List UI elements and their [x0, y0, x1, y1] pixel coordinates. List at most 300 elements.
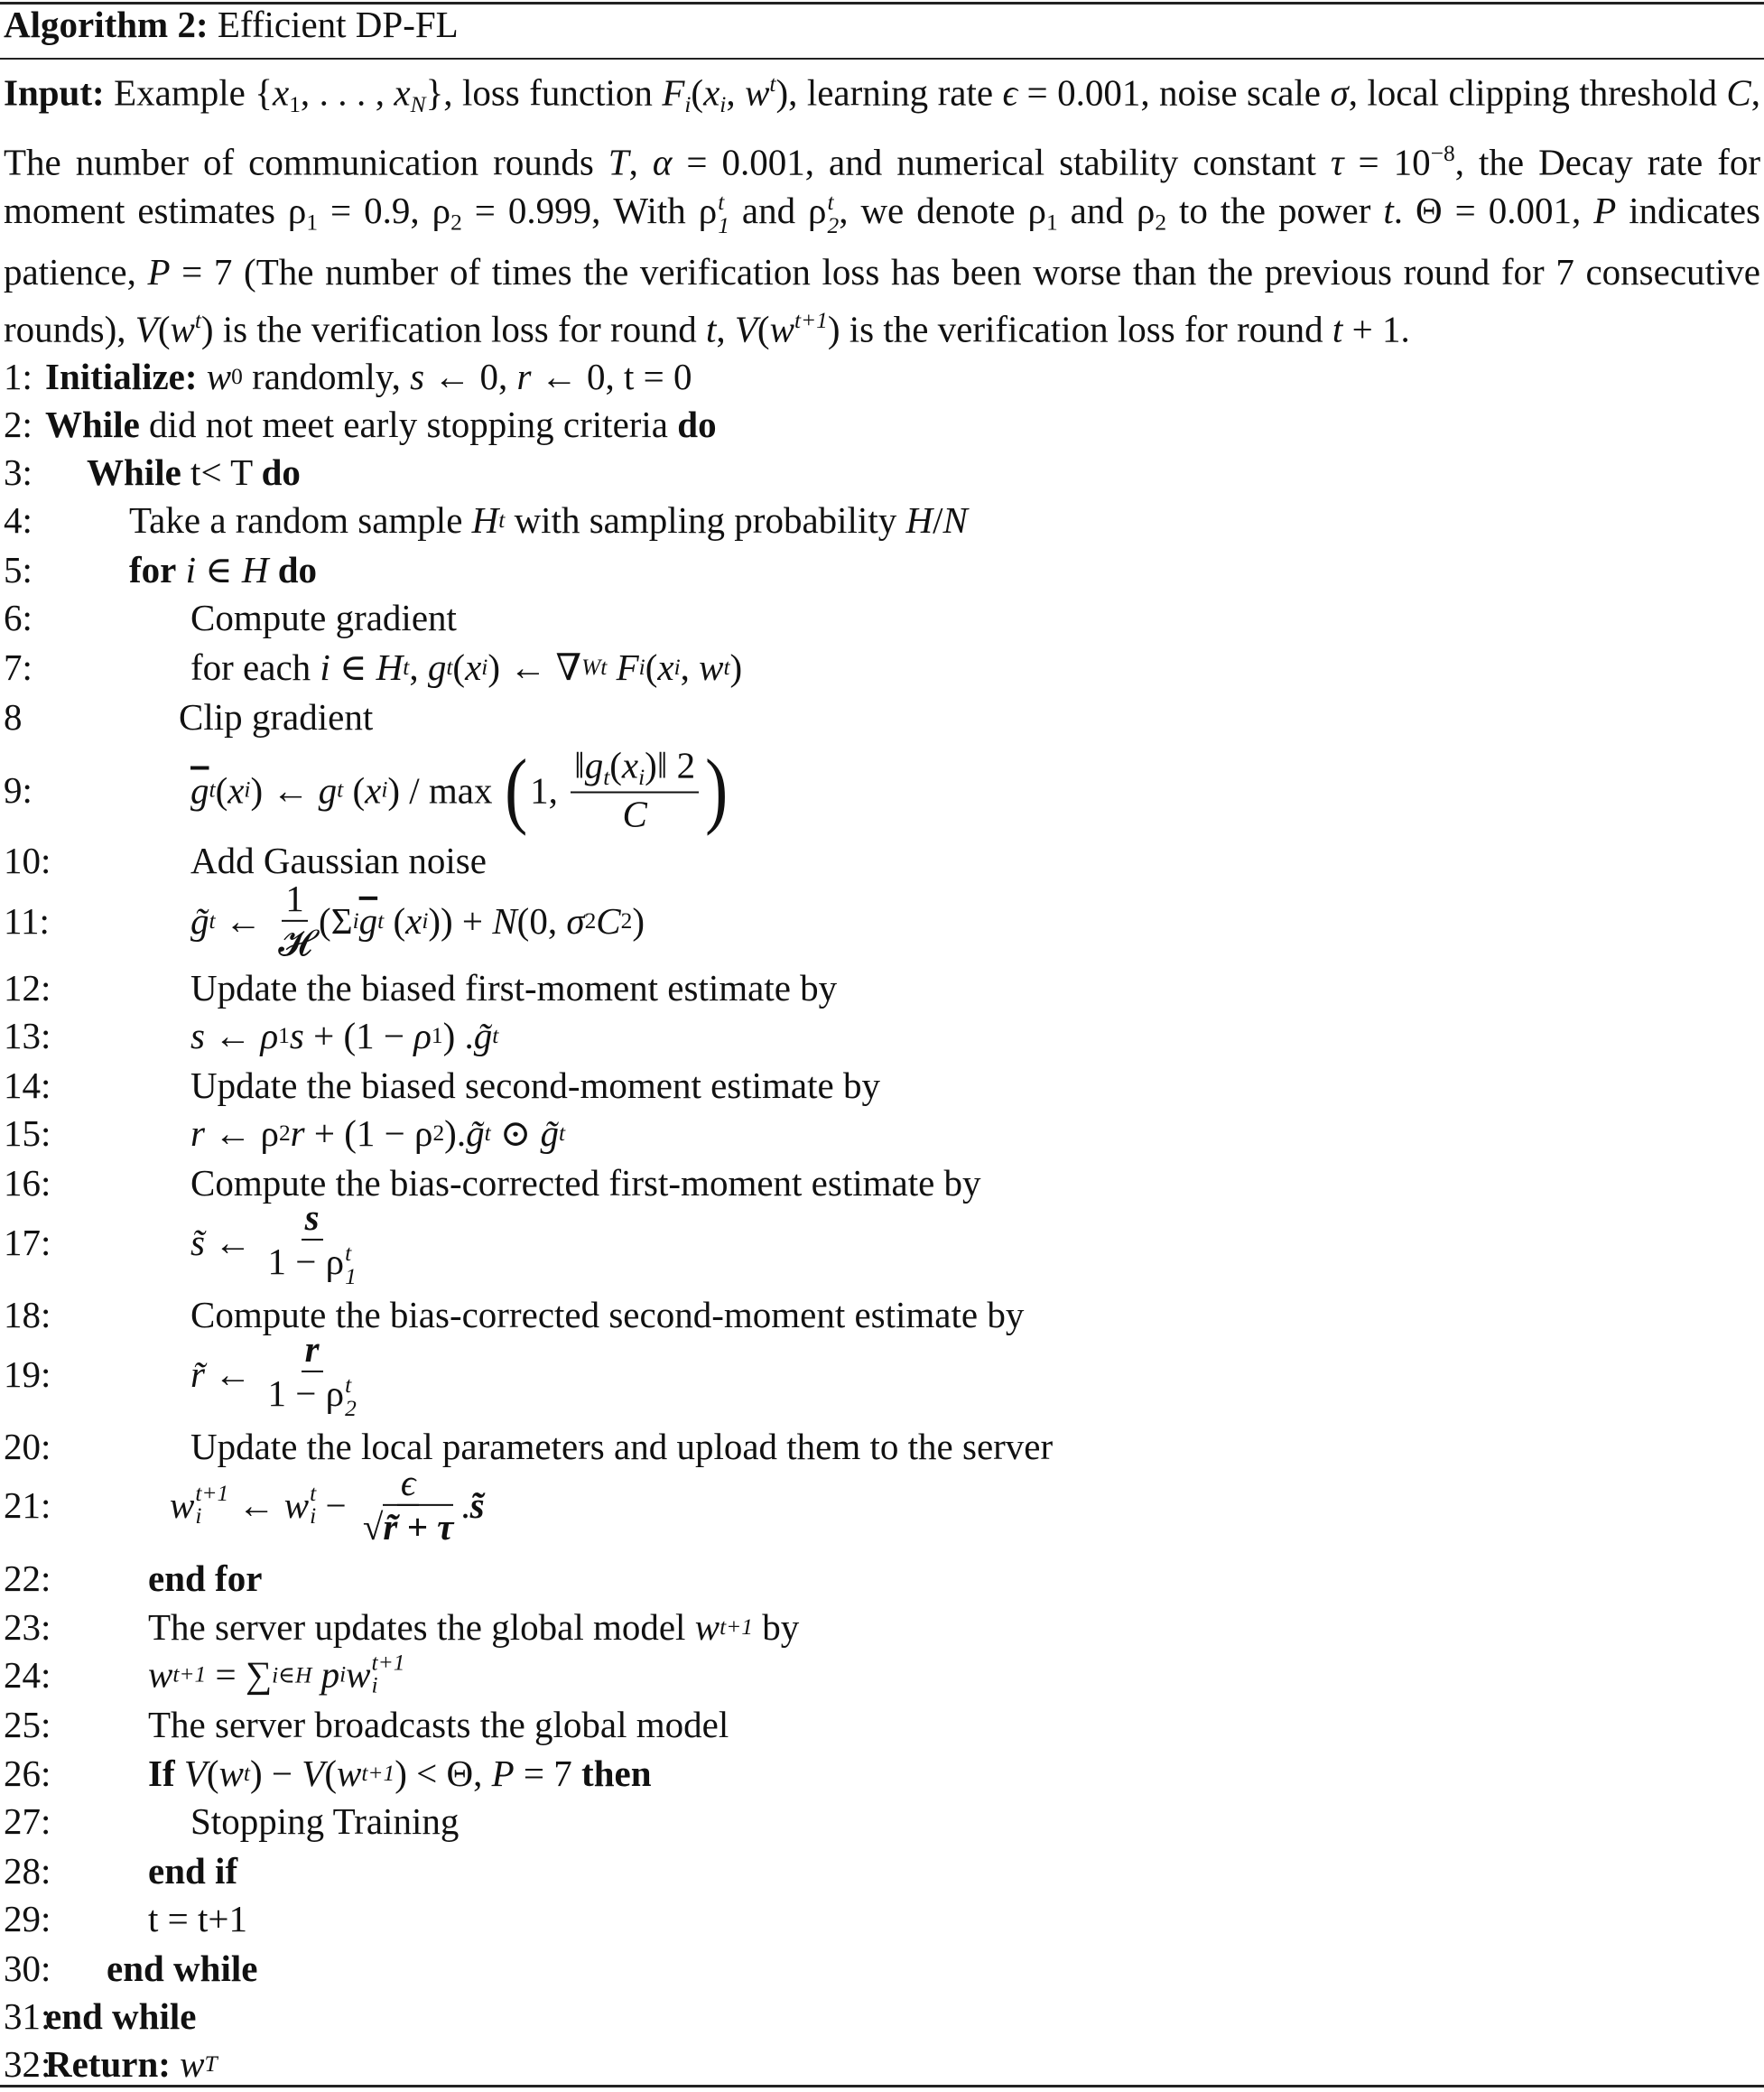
text-segment: α	[652, 141, 673, 183]
text-segment: V	[734, 308, 757, 349]
text-segment: x	[657, 646, 674, 688]
text-segment: i	[244, 776, 251, 803]
text-segment: for	[129, 549, 177, 590]
text-segment: w	[206, 356, 232, 397]
text-segment: 1	[278, 1022, 290, 1048]
text-segment: randomly,	[242, 356, 411, 397]
text-segment: t	[498, 507, 506, 533]
text-segment: = 0.001, and numerical stability constant	[672, 141, 1331, 183]
text-segment: = 7	[514, 1753, 582, 1794]
text-segment: ←	[204, 1353, 261, 1395]
text-segment: w	[180, 2043, 205, 2085]
text-segment: ϵ	[400, 1461, 416, 1503]
text-segment	[198, 355, 207, 398]
line-content	[190, 1014, 498, 1057]
text-segment: If	[148, 1753, 175, 1794]
text-segment: = 0.001, noise scale	[1017, 71, 1331, 114]
text-segment: Stopping Training	[190, 1800, 460, 1842]
text-segment: w	[336, 1753, 362, 1794]
text-segment: x	[465, 646, 482, 688]
text-segment: (	[691, 71, 704, 114]
line-content	[129, 498, 968, 542]
text-segment: Compute the bias-corrected second-moment estimate by	[190, 1294, 1025, 1335]
text-segment: The server broadcasts the global model	[148, 1704, 729, 1745]
text-segment: t	[1383, 190, 1394, 232]
text-segment: )) +	[428, 900, 493, 942]
algorithm-input	[4, 60, 1760, 353]
line-number: 2:	[4, 404, 32, 445]
text-segment: τ	[1330, 141, 1344, 183]
line-content	[148, 1557, 262, 1600]
line-number: 18:	[4, 1294, 51, 1335]
text-segment: ∈	[330, 646, 376, 688]
text-segment: 1	[289, 91, 301, 117]
text-segment: $\overline{g}$	[358, 900, 378, 942]
line-content	[190, 742, 731, 837]
text-segment: and ρ	[729, 190, 827, 232]
text-segment: While	[87, 451, 181, 493]
line-number: 3:	[4, 451, 32, 493]
text-segment: i	[481, 654, 488, 680]
text-segment: s̃	[469, 1484, 485, 1526]
text-segment: ←	[204, 1015, 261, 1056]
superscript: t	[310, 1480, 317, 1506]
fraction	[359, 1462, 458, 1548]
line-number: 8	[4, 696, 23, 738]
text-segment: P	[147, 250, 171, 293]
subscript: 1	[345, 1263, 357, 1289]
text-segment: F	[662, 71, 685, 114]
line-content	[179, 695, 373, 739]
text-segment: i	[684, 91, 692, 117]
line-content	[190, 1799, 459, 1843]
text-segment: t = t+1	[148, 1898, 248, 1939]
text-segment: w	[218, 1753, 244, 1794]
text-segment: ,	[628, 141, 653, 183]
text-segment: t	[603, 765, 610, 791]
line-content	[190, 1328, 364, 1420]
text-segment: C	[622, 793, 647, 835]
text-segment: −	[316, 1484, 356, 1526]
line-content	[190, 1196, 364, 1288]
text-segment: w	[745, 71, 770, 114]
text-segment: (	[757, 308, 770, 349]
text-segment: t	[194, 307, 201, 333]
text-segment: i	[381, 776, 388, 803]
text-segment: s	[304, 1195, 320, 1238]
text-segment: w	[148, 1654, 173, 1696]
text-segment: r	[190, 1112, 205, 1154]
text-segment: x	[272, 71, 290, 114]
line-content	[107, 1947, 257, 1990]
text-segment: 2	[278, 1120, 291, 1146]
text-segment: , the Decay rate for moment estimates ρ	[4, 141, 1761, 232]
text-segment: x	[703, 71, 720, 114]
superscript: t+1	[195, 1480, 229, 1506]
text-segment: Compute gradient	[190, 597, 457, 638]
text-segment: Clip gradient	[179, 696, 374, 738]
text-segment: i	[638, 654, 645, 680]
line-number: 10:	[4, 840, 51, 881]
text-segment: w	[769, 308, 794, 349]
line-content	[148, 1703, 729, 1746]
line-content	[190, 1111, 565, 1155]
text-segment: s	[410, 356, 425, 397]
line-content	[190, 646, 742, 689]
subscript: i	[195, 1503, 202, 1529]
text-segment: x	[394, 71, 411, 114]
text-segment: did not meet early stopping criteria	[139, 404, 678, 445]
text-segment: w	[283, 1484, 310, 1526]
text-segment: i∈H	[272, 1662, 312, 1688]
line-number: 22:	[4, 1557, 51, 1599]
fraction-denominator	[274, 922, 315, 964]
text-segment: = 10	[1343, 141, 1431, 183]
large-parenthesis: (	[504, 742, 528, 837]
text-segment: t	[723, 654, 730, 680]
text-segment: t	[209, 776, 216, 803]
line-number: 4:	[4, 499, 32, 541]
line-content	[129, 548, 317, 591]
line-content	[190, 878, 645, 964]
line-number: 13:	[4, 1015, 51, 1056]
line-number: 9:	[4, 769, 32, 811]
text-segment: t+1	[720, 1613, 753, 1640]
text-segment: T	[204, 2050, 218, 2077]
text-segment: + (1 −	[303, 1015, 414, 1056]
line-number: 26:	[4, 1753, 51, 1794]
text-segment: , The number of communication rounds	[4, 71, 1761, 183]
text-segment: 1	[431, 1022, 443, 1048]
text-segment: = 7 (The number of times the verification loss has been worse than the previous round for 7 consecutive rounds),	[4, 250, 1760, 349]
line-content	[170, 1462, 485, 1548]
text-segment: 1	[306, 209, 319, 236]
line-number: 30:	[4, 1948, 51, 1989]
text-segment: Compute the bias-corrected first-moment estimate by	[190, 1162, 981, 1204]
text-segment: and ρ	[1057, 190, 1156, 232]
text-segment: .	[460, 1484, 470, 1526]
line-content	[45, 355, 692, 398]
text-segment: s	[289, 1015, 304, 1056]
text-segment: r̃ + τ	[383, 1506, 454, 1548]
text-segment: 1 − ρ	[267, 1241, 345, 1283]
text-segment: (	[645, 646, 658, 688]
text-segment: (	[609, 744, 622, 786]
text-segment: t	[559, 1120, 566, 1146]
text-segment: do	[277, 549, 318, 590]
fraction-denominator	[264, 1241, 359, 1288]
line-content	[45, 2042, 218, 2086]
text-segment: ) ←	[250, 769, 319, 811]
superscript-subscript	[828, 191, 840, 237]
text-segment: (	[324, 1753, 337, 1794]
text-segment: to the power	[1166, 190, 1384, 232]
text-segment	[607, 646, 616, 689]
text-segment: Return:	[45, 2043, 171, 2085]
text-segment: H	[471, 499, 499, 541]
text-segment: 1,	[530, 769, 568, 811]
text-segment: w	[170, 1484, 195, 1526]
text-segment: w	[170, 308, 195, 349]
text-segment: ρ	[413, 1015, 432, 1056]
text-segment: g	[584, 744, 604, 786]
line-content	[148, 1897, 247, 1940]
text-segment: t	[600, 654, 608, 680]
text-segment	[176, 548, 185, 591]
fraction-numerator	[397, 1462, 420, 1506]
line-content	[148, 1849, 237, 1892]
text-segment	[171, 2042, 180, 2086]
text-segment: do	[261, 451, 301, 493]
text-segment: ρ	[260, 1015, 279, 1056]
line-number: 14:	[4, 1065, 51, 1106]
text-segment: , we denote ρ	[839, 190, 1046, 232]
subscript: 1	[718, 212, 729, 238]
text-segment: i	[320, 646, 330, 688]
text-segment: = ∑	[206, 1654, 273, 1696]
superscript: t+1	[371, 1650, 405, 1676]
text-segment: Efficient DP-FL	[208, 4, 459, 45]
text-segment: t	[446, 654, 453, 680]
text-segment: 1 − ρ	[267, 1372, 345, 1415]
superscript: t	[827, 190, 834, 216]
line-number: 12:	[4, 967, 51, 1009]
text-segment: t	[484, 1120, 491, 1146]
text-segment: −8	[1430, 140, 1455, 166]
fraction-numerator	[282, 878, 308, 922]
algorithm-title	[4, 3, 459, 46]
text-segment: H	[376, 646, 404, 688]
line-content	[45, 403, 717, 446]
text-segment: ).	[444, 1112, 467, 1154]
text-segment: V	[302, 1753, 325, 1794]
text-segment: 1	[1045, 209, 1058, 236]
fraction	[274, 878, 315, 964]
superscript: t	[345, 1241, 352, 1267]
text-segment: 2	[620, 907, 633, 934]
line-number: 11:	[4, 900, 50, 942]
text-segment: ←	[228, 1484, 284, 1526]
text-segment: $\overline{g}$	[190, 769, 209, 811]
text-segment: do	[677, 404, 717, 445]
superscript-subscript	[195, 1480, 229, 1529]
line-content	[190, 966, 837, 1009]
text-segment: with sampling probability	[505, 499, 906, 541]
fraction-numerator	[302, 1196, 323, 1241]
fraction-numerator	[571, 745, 699, 794]
text-segment: i	[339, 1661, 347, 1688]
text-segment: t	[705, 308, 717, 349]
text-segment: 2	[432, 1120, 445, 1146]
text-segment: 2	[450, 209, 462, 236]
text-segment: i	[638, 765, 645, 791]
text-segment: (	[206, 1753, 219, 1794]
line-content	[45, 1994, 196, 2038]
large-parenthesis: )	[705, 742, 729, 837]
fraction	[571, 745, 699, 836]
text-segment: end while	[107, 1948, 258, 1989]
text-segment: + (1 − ρ	[304, 1112, 433, 1154]
text-segment: (0,	[516, 900, 567, 942]
text-segment: Add Gaussian noise	[190, 840, 487, 881]
text-segment: r	[304, 1327, 320, 1370]
text-segment: 𝓗	[278, 922, 312, 963]
bottom-rule	[0, 2085, 1764, 2087]
text-segment: i	[673, 654, 681, 680]
text-segment: g	[318, 769, 338, 811]
text-segment: end if	[148, 1850, 238, 1892]
text-segment: ← ρ	[204, 1112, 279, 1154]
text-segment: s	[190, 1015, 205, 1056]
superscript-subscript	[310, 1480, 317, 1529]
line-content	[190, 596, 457, 639]
text-segment	[311, 1653, 320, 1697]
text-segment: r	[516, 356, 532, 397]
text-segment: t+1	[361, 1760, 395, 1786]
text-segment: p	[320, 1654, 340, 1696]
text-segment: √	[362, 1506, 384, 1548]
text-segment: g̃	[473, 1015, 493, 1056]
text-segment: T	[608, 141, 629, 183]
text-segment: x	[621, 744, 639, 786]
line-number: 29:	[4, 1898, 51, 1939]
text-segment: ) is the verification loss for round	[200, 308, 706, 349]
text-segment: Example {	[104, 71, 273, 114]
text-segment: σ	[1330, 71, 1349, 114]
text-segment: ) / max	[387, 769, 502, 811]
text-segment: t	[1332, 308, 1343, 349]
text-segment: ,	[716, 308, 735, 349]
text-segment: ←	[215, 900, 272, 942]
line-number: 27:	[4, 1800, 51, 1842]
text-segment: ) ← ∇	[487, 646, 582, 688]
text-segment: (	[384, 900, 406, 942]
text-segment: Initialize:	[45, 356, 198, 397]
text-segment: N	[492, 900, 517, 942]
text-segment: F	[616, 646, 639, 688]
text-segment: i	[185, 549, 197, 590]
text-segment: Algorithm 2:	[4, 4, 209, 45]
line-content	[190, 839, 487, 882]
text-segment: t	[403, 654, 410, 680]
text-segment: w	[346, 1654, 371, 1696]
text-segment: w	[699, 646, 724, 688]
text-segment: ,	[680, 646, 700, 688]
line-number: 21:	[4, 1484, 51, 1526]
text-segment: ), learning rate	[775, 71, 1003, 114]
text-segment: ,	[726, 71, 746, 114]
text-segment: end for	[148, 1557, 263, 1599]
line-number: 19:	[4, 1353, 51, 1395]
text-segment: ‖	[574, 744, 585, 786]
line-content	[190, 1064, 880, 1107]
text-segment: Update the biased second-moment estimate by	[190, 1065, 880, 1106]
text-segment: ,	[409, 646, 428, 688]
text-segment: t	[769, 71, 776, 97]
text-segment: then	[581, 1753, 652, 1794]
text-segment: , local clipping threshold	[1348, 71, 1727, 114]
text-segment: (Σ	[319, 900, 353, 942]
superscript-subscript	[345, 1374, 357, 1420]
text-segment: end while	[45, 1995, 197, 2037]
fraction	[264, 1196, 359, 1288]
text-segment: g	[427, 646, 447, 688]
text-segment: 0	[231, 363, 243, 389]
line-number: 5:	[4, 549, 32, 590]
fraction-denominator	[359, 1506, 458, 1548]
text-segment: ← 0,	[424, 356, 517, 397]
line-number: 6:	[4, 597, 32, 638]
text-segment: w	[694, 1606, 720, 1648]
fraction-denominator	[618, 793, 650, 835]
text-segment: ∈	[196, 549, 242, 590]
text-segment: (	[157, 308, 171, 349]
text-segment: t+1	[172, 1661, 207, 1688]
text-segment: H	[905, 499, 933, 541]
text-segment: t	[243, 1760, 250, 1786]
text-segment: (	[452, 646, 466, 688]
text-segment	[175, 1752, 184, 1795]
text-segment: by	[752, 1606, 800, 1648]
text-segment: ) is the verification loss for round	[827, 308, 1332, 349]
text-segment: t	[209, 907, 216, 934]
fraction-numerator	[302, 1328, 323, 1372]
superscript-subscript	[345, 1242, 357, 1288]
text-segment: i	[720, 91, 727, 117]
fraction	[264, 1328, 359, 1420]
text-segment: indicates patience,	[4, 190, 1760, 293]
text-segment: N	[942, 499, 968, 541]
text-segment: ← 0, t = 0	[531, 356, 692, 397]
text-segment: for each	[190, 646, 320, 688]
text-segment: )	[729, 646, 743, 688]
text-segment: x	[227, 769, 245, 811]
line-content	[87, 451, 301, 494]
text-segment: )‖ 2	[645, 744, 696, 786]
text-segment: 2	[584, 907, 597, 934]
line-number: 16:	[4, 1162, 51, 1204]
superscript: t	[345, 1372, 352, 1399]
text-segment: }, loss function	[425, 71, 663, 114]
text-segment: = 0.999, With ρ	[461, 190, 718, 232]
text-segment: ) −	[249, 1753, 302, 1794]
text-segment: ϵ	[1002, 71, 1018, 114]
line-number: 23:	[4, 1606, 51, 1648]
text-segment: t	[377, 907, 385, 934]
text-segment: r̃	[190, 1353, 205, 1395]
text-segment: i	[422, 907, 429, 934]
text-segment: t	[337, 776, 344, 803]
text-segment: t< T	[181, 451, 262, 493]
line-number: 24:	[4, 1654, 51, 1696]
line-number: 7:	[4, 646, 32, 688]
superscript: t	[718, 190, 725, 216]
text-segment: V	[135, 308, 158, 349]
text-segment: P	[1593, 190, 1617, 232]
superscript-subscript	[718, 191, 729, 237]
text-segment: g̃	[466, 1112, 485, 1154]
text-segment: 2	[1155, 209, 1167, 236]
subscript: i	[371, 1673, 378, 1698]
text-segment: Update the local parameters and upload them to the server	[190, 1426, 1054, 1467]
text-segment: V	[183, 1753, 207, 1794]
text-segment: (	[215, 769, 228, 811]
text-segment: /	[933, 499, 943, 541]
subscript: 2	[827, 212, 840, 238]
fraction-denominator	[264, 1372, 359, 1420]
subscript: 2	[345, 1395, 357, 1421]
text-segment: Input:	[4, 71, 105, 114]
